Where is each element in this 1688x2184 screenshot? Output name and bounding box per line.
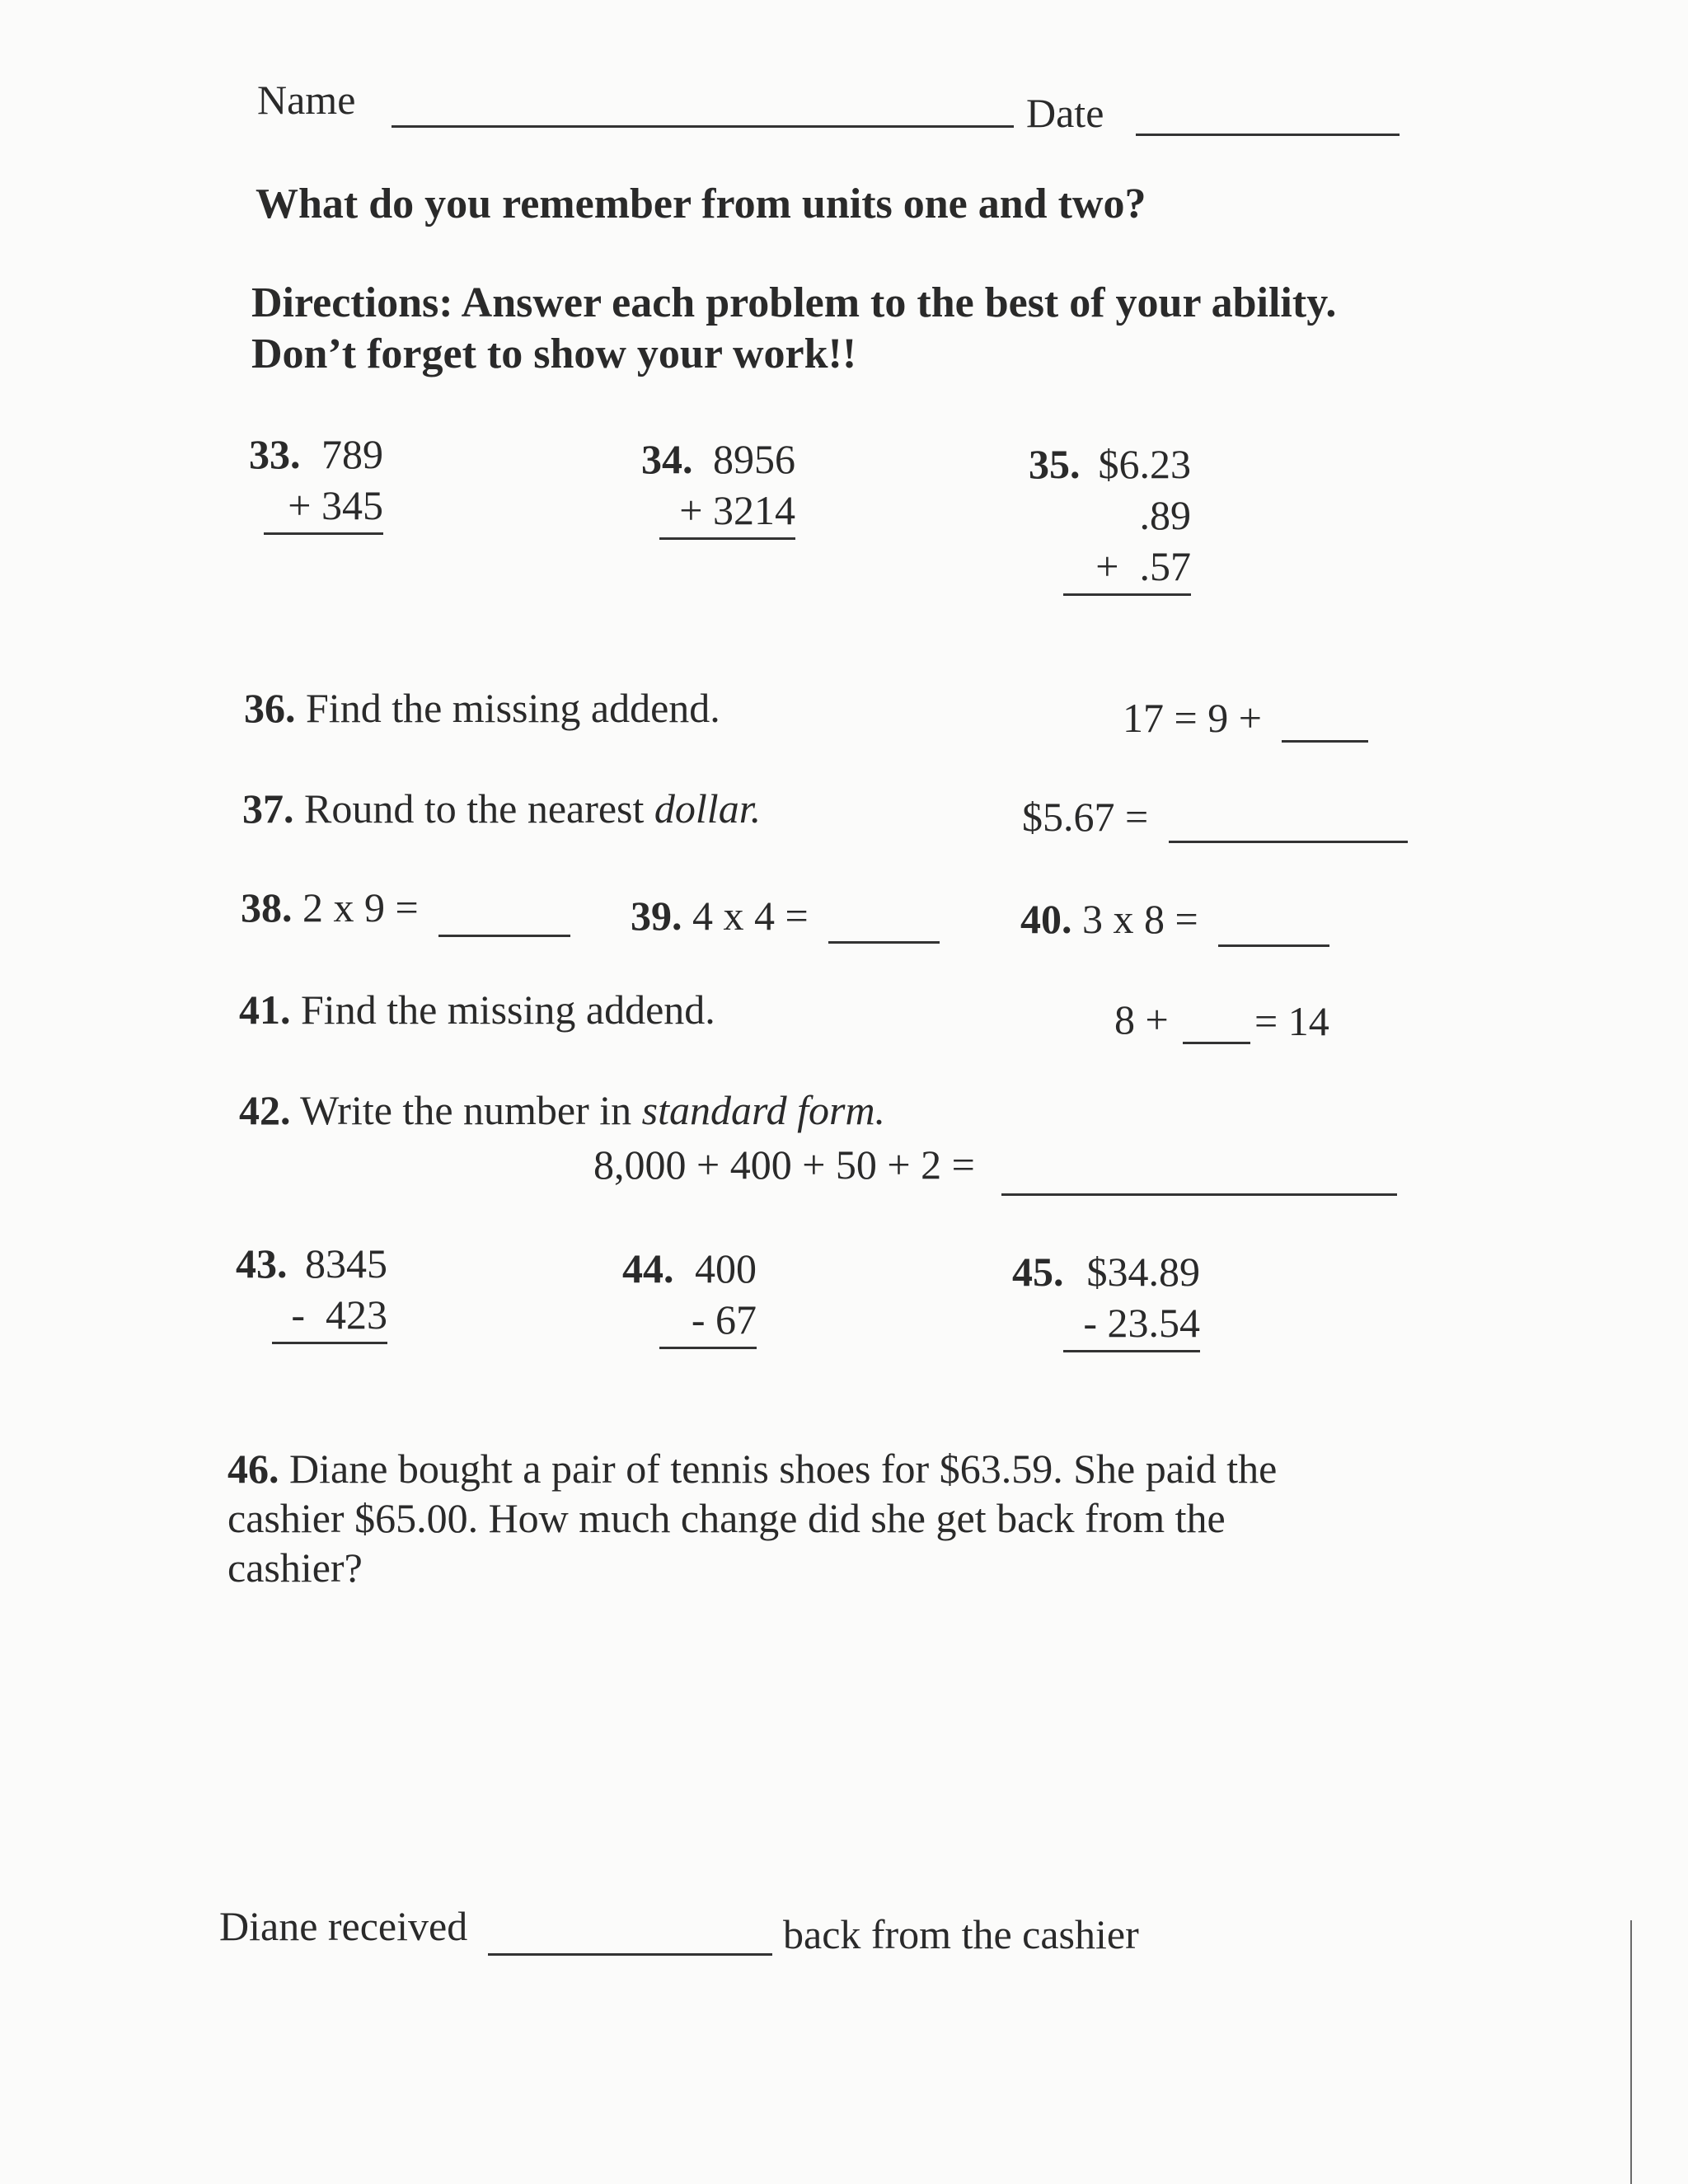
- problem-34-top: 8956: [713, 436, 795, 482]
- problem-37-answer-blank[interactable]: [1169, 841, 1408, 843]
- problem-38-number: 38.: [241, 884, 293, 930]
- problem-46-line-2: cashier $65.00. How much change did she get back from the: [227, 1495, 1226, 1541]
- problem-46-line-1: Diane bought a pair of tennis shoes for $63.59. She paid the: [289, 1446, 1278, 1492]
- page-title: What do you remember from units one and two?: [256, 180, 1146, 227]
- problem-36-text: Find the missing addend.: [306, 685, 720, 731]
- date-label: Date: [1026, 90, 1104, 136]
- problem-36: [244, 684, 720, 732]
- name-label: Name: [257, 77, 356, 123]
- problem-41-text: Find the missing addend.: [301, 987, 715, 1033]
- problem-37-number: 37.: [242, 785, 294, 832]
- problem-35-number: 35.: [1029, 441, 1081, 487]
- problem-46-line-3: cashier?: [227, 1544, 363, 1591]
- problem-44: [659, 1243, 757, 1349]
- problem-33-bottom: + 345: [264, 480, 383, 535]
- problem-39-equation: 4 x 4 =: [692, 893, 809, 939]
- problem-39: [631, 892, 809, 940]
- problem-40-answer-blank[interactable]: [1218, 944, 1329, 947]
- answer-sentence-start: Diane received: [219, 1903, 468, 1949]
- problem-44-top: 400: [695, 1245, 757, 1291]
- problem-41-eq-right: = 14: [1254, 998, 1329, 1044]
- directions-line-1: Directions: Answer each problem to the best of your ability.: [251, 279, 1337, 326]
- problem-37-equation: $5.67 =: [1022, 794, 1149, 840]
- problem-34-number: 34.: [641, 436, 693, 482]
- problem-45-number: 45.: [1012, 1249, 1064, 1295]
- problem-43-number: 43.: [236, 1240, 288, 1286]
- directions-line-2: Don’t forget to show your work!!: [251, 330, 857, 377]
- problem-34: [659, 434, 795, 540]
- problem-42-number: 42.: [239, 1087, 291, 1133]
- problem-35-bottom: + .57: [1063, 541, 1191, 596]
- date-field[interactable]: [1136, 134, 1400, 136]
- problem-42-text-italic: standard form.: [641, 1087, 886, 1133]
- problem-36-answer-blank[interactable]: [1282, 740, 1368, 743]
- problem-44-bottom: - 67: [659, 1294, 757, 1349]
- problem-36-equation: 17 = 9 +: [1123, 695, 1262, 741]
- problem-42-text: Write the number in: [300, 1087, 632, 1133]
- problem-41-eq-left: 8 +: [1114, 996, 1169, 1043]
- problem-33-number: 33.: [249, 431, 301, 477]
- problem-42: [239, 1086, 885, 1134]
- problem-34-bottom: + 3214: [659, 485, 795, 540]
- problem-44-number: 44.: [622, 1245, 674, 1291]
- problem-46-number: 46.: [227, 1446, 279, 1492]
- answer-sentence-end: back from the cashier: [783, 1911, 1139, 1957]
- problem-33-top: 789: [321, 431, 383, 477]
- problem-42-equation: 8,000 + 400 + 50 + 2 =: [593, 1141, 975, 1188]
- change-answer-blank[interactable]: [488, 1953, 772, 1956]
- problem-39-answer-blank[interactable]: [828, 941, 940, 944]
- problem-41-number: 41.: [239, 987, 291, 1033]
- problem-37-text-italic: dollar.: [654, 785, 762, 832]
- problem-33: [264, 429, 383, 535]
- problem-38-answer-blank[interactable]: [438, 935, 570, 937]
- problem-36-number: 36.: [244, 685, 296, 731]
- problem-37-text: Round to the nearest: [304, 785, 645, 832]
- problem-37: [242, 785, 761, 832]
- name-field[interactable]: [392, 125, 1014, 128]
- problem-35: [1063, 438, 1191, 596]
- problem-42-answer-blank[interactable]: [1001, 1193, 1397, 1196]
- problem-39-number: 39.: [631, 893, 682, 939]
- problem-45-bottom: - 23.54: [1063, 1297, 1200, 1352]
- problem-43: [272, 1238, 387, 1344]
- problem-41-answer-blank[interactable]: [1183, 1042, 1250, 1044]
- problem-35-top: $6.23: [1098, 441, 1191, 487]
- problem-43-top: 8345: [305, 1240, 387, 1286]
- problem-38: [241, 883, 419, 931]
- problem-46: [227, 1444, 1277, 1592]
- problem-38-equation: 2 x 9 =: [302, 884, 419, 930]
- problem-40-equation: 3 x 8 =: [1082, 896, 1198, 942]
- scan-edge-line: [1630, 1920, 1632, 2184]
- problem-35-mid: .89: [1139, 492, 1191, 538]
- problem-40: [1020, 895, 1198, 943]
- problem-43-bottom: - 423: [272, 1289, 387, 1344]
- problem-45: [1063, 1246, 1200, 1352]
- problem-40-number: 40.: [1020, 896, 1072, 942]
- problem-41: [239, 986, 715, 1033]
- problem-45-top: $34.89: [1086, 1249, 1200, 1295]
